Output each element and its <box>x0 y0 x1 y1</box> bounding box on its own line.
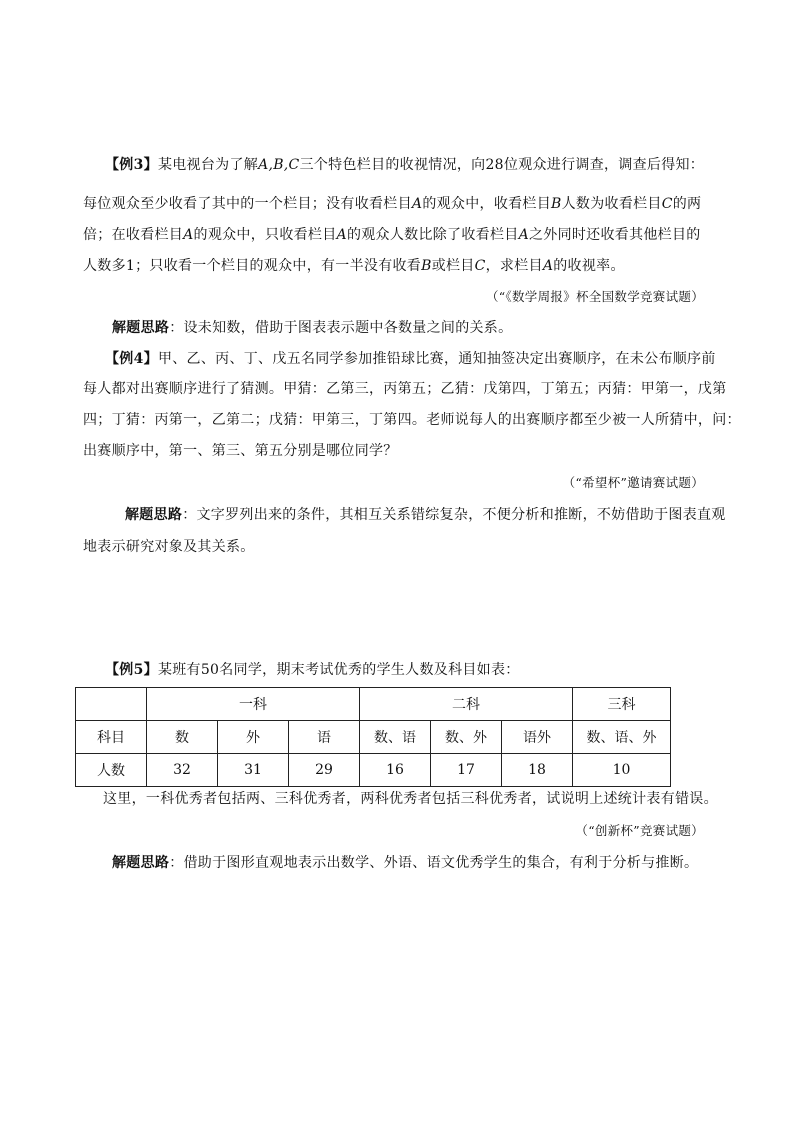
ex4-label: 【例4】 <box>105 351 158 367</box>
table-cell: 31 <box>218 754 289 787</box>
table-row-label: 科目 <box>76 721 147 754</box>
ex4-source: （“希望杯”邀请赛试题） <box>562 475 704 490</box>
table-row <box>76 721 671 754</box>
ex4-hint-label: 解题思路 <box>125 507 183 523</box>
ex4-line-2: 每人都对出赛顺序进行了猜测。甲猜：乙第三，丙第五；乙猜：戊第四，丁第五；丙猜：甲第一，戊第 <box>83 381 727 397</box>
ex4-line-4: 出赛顺序中，第一、第三、第五分别是哪位同学？ <box>83 443 398 459</box>
table-cell: 数、语 <box>360 721 431 754</box>
table-header-row <box>76 688 671 721</box>
ex5-label: 【例5】 <box>105 662 158 678</box>
table-cell: 32 <box>147 754 218 787</box>
ex3-line-4: 人数多1；只收看一个栏目的观众中，有一半没有收看B或栏目C，求栏目A的收视率。 <box>83 258 625 274</box>
ex5-note: 这里，一科优秀者包括两、三科优秀者，两科优秀者包括三科优秀者，试说明上述统计表有错误。 <box>103 791 718 807</box>
ex5-stats-table <box>75 687 671 787</box>
table-row-label: 人数 <box>76 754 147 787</box>
ex5-source: （“创新杯”竞赛试题） <box>575 823 704 838</box>
table-cell: 数、外 <box>431 721 502 754</box>
table-group-one: 一科 <box>147 688 360 721</box>
table-cell: 18 <box>502 754 573 787</box>
ex3-hint: 解题思路：设未知数，借助于图表表示题中各数量之间的关系。 <box>112 320 513 336</box>
ex5-hint-label: 解题思路 <box>112 855 170 871</box>
table-cell: 10 <box>573 754 671 787</box>
table-cell: 数、语、外 <box>573 721 671 754</box>
ex4-line-1: 【例4】甲、乙、丙、丁、戊五名同学参加推铅球比赛，通知抽签决定出赛顺序，在未公布顺序前 <box>105 351 716 367</box>
ex5-hint: 解题思路：借助于图形直观地表示出数学、外语、语文优秀学生的集合，有利于分析与推断。 <box>112 855 699 871</box>
ex3-line-1: 【例3】某电视台为了解A,B,C三个特色栏目的收视情况，向28位观众进行调查，调查后得知： <box>105 157 705 173</box>
table-corner-cell <box>76 688 147 721</box>
table-cell: 语外 <box>502 721 573 754</box>
ex3-label: 【例3】 <box>105 157 158 173</box>
table-cell: 数 <box>147 721 218 754</box>
table-cell: 语 <box>289 721 360 754</box>
ex3-line-3: 倍；在收看栏目A的观众中，只收看栏目A的观众人数比除了收看栏目A之外同时还收看其他栏目的 <box>83 227 701 243</box>
table-group-three: 三科 <box>573 688 671 721</box>
table-cell: 外 <box>218 721 289 754</box>
ex3-hint-label: 解题思路 <box>112 320 170 336</box>
table-cell: 17 <box>431 754 502 787</box>
ex4-line-3: 四；丁猜：丙第一，乙第二；戊猜：甲第三，丁第四。老师说每人的出赛顺序都至少被一人所猜中，问： <box>83 412 741 428</box>
table-row <box>76 754 671 787</box>
ex3-source: （“《数学周报》杯全国数学竞赛试题） <box>485 289 704 304</box>
table-cell: 16 <box>360 754 431 787</box>
table-group-two: 二科 <box>360 688 573 721</box>
ex5-intro: 【例5】某班有50名同学，期末考试优秀的学生人数及科目如表： <box>105 662 520 678</box>
ex4-hint-line-2: 地表示研究对象及其关系。 <box>83 539 255 555</box>
table-cell: 29 <box>289 754 360 787</box>
ex4-hint-line-1: 解题思路：文字罗列出来的条件，其相互关系错综复杂，不便分析和推断，不妨借助于图表直观 <box>125 507 726 523</box>
ex3-line-2: 每位观众至少收看了其中的一个栏目；没有收看栏目A的观众中，收看栏目B人数为收看栏目C的两 <box>83 196 702 212</box>
